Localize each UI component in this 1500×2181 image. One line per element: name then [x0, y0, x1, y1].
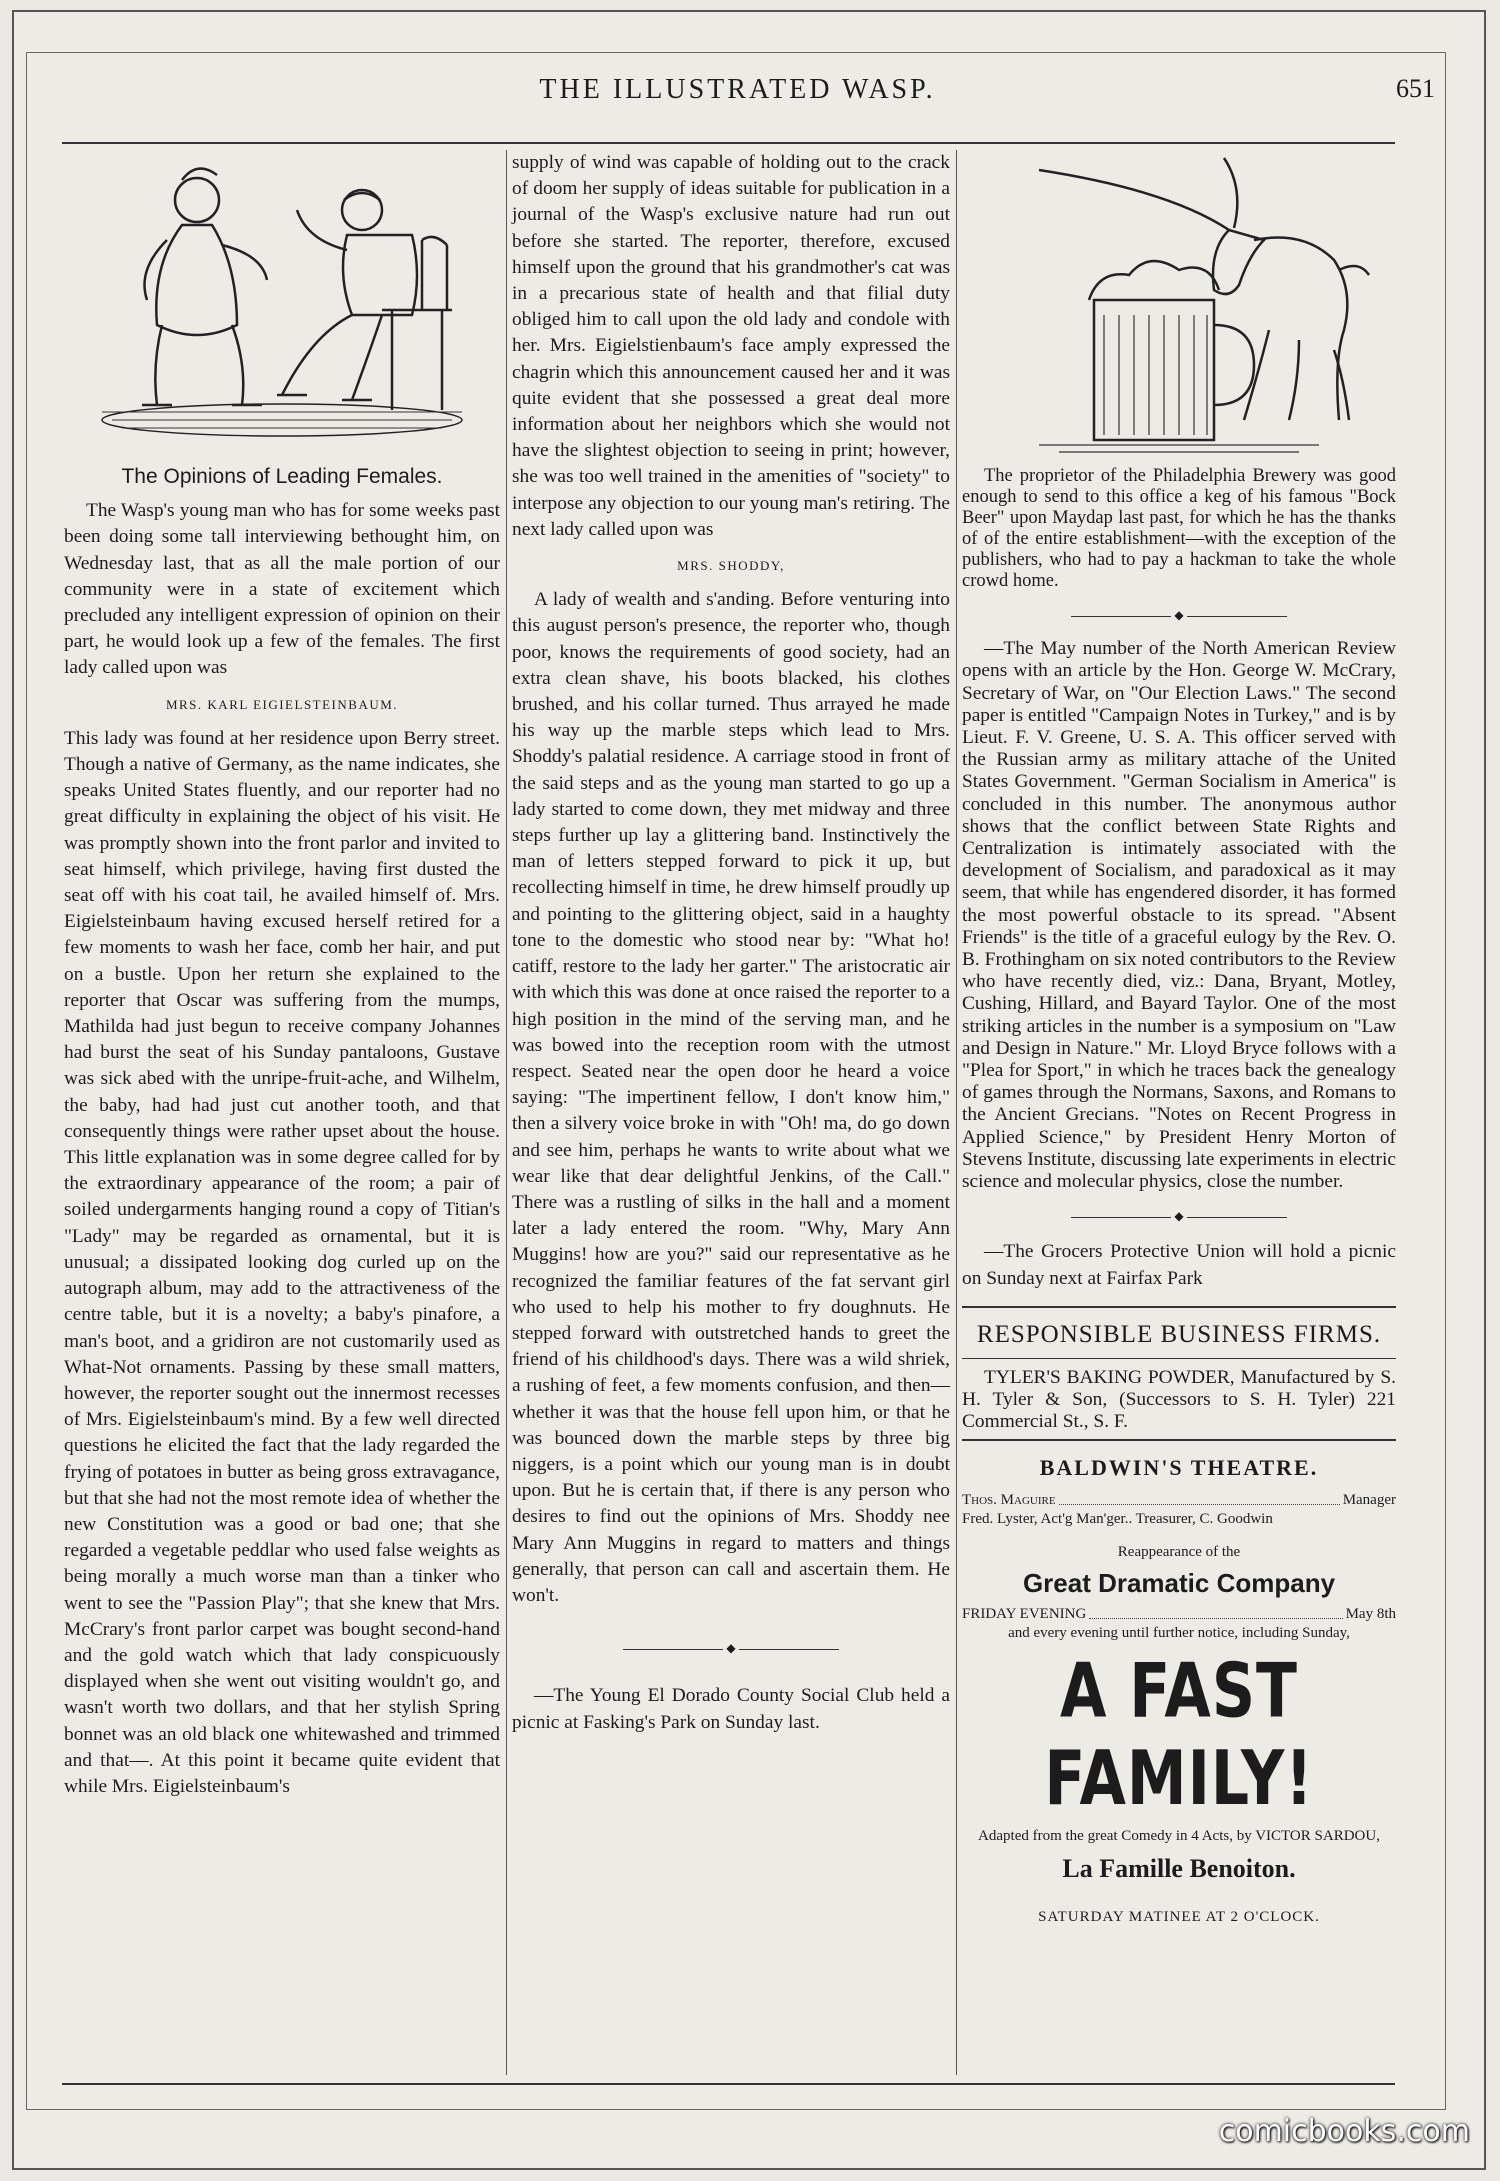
column-rule-1: [506, 150, 507, 2075]
ornament-divider-2: ◆: [962, 602, 1396, 628]
play-title: A FAST FAMILY!: [1044, 1647, 1314, 1822]
french-title: La Famille Benoiton.: [1062, 1853, 1296, 1883]
article-body-3: A lady of wealth and s'anding. Before venturing into this august person's presence, the reporter who, though poor, knows the requirements of good society, had an extra clean shave, his boots blacked, his clothes brushed, and his collar turned. Thus arrayed he made his way up the marble steps which lead to Mrs. Shoddy's palatial residence. A carriage stood in front of the said steps and as the young man started to go up a lady started to come down, they met midway and three steps further up lay a glittering band. Instinctively the man of letters stepped forward to pick it up, but recollecting himself in time, he drew himself proudly up and pointing to the glittering object, said in a haughty tone to the domestic who stood near by: "What ho! catiff, restore to the lady her garter." The aristocratic air with which this was done at once raised the reporter to a high position in the mind of the serving man, and he was bowed into the reception room with the utmost respect. Seated near the open door he heard a voice saying: "The impertinent fellow, I don't know him," then a silvery voice broke in with "Oh! ma, do go down and see him, perhaps he wants to write about what we wear like that dear delightful Jenkins, of the Call." There was a rustling of silks in the hall and a moment later a lady entered the room. "Why, Mary Ann Muggins! how are you?" said our representative as he recognized the familiar features of the fat servant girl who used to help his mother to fry doughnuts. He stepped forward with outstretched hands to greet the friend of his childhood's days. There was a wild shriek, a rushing of feet, a few moments confusion, and then—whether it was that the house fell upon him, or that he was bounced down the marble steps by three big niggers, is a point which our young man is in doubt upon. But he is certain that, if there is any person who desires to find out the opinions of Mrs. Shoddy nee Mary Ann Muggins in regard to matters and things generally, that person can call and ascertain them. He won't.: [512, 589, 950, 1606]
page-header: [40, 62, 1435, 122]
site-watermark: comicbooks.com: [1218, 2114, 1470, 2149]
header-rule: [62, 142, 1395, 144]
friday-line: FRIDAY EVENING May 8th: [962, 1605, 1396, 1622]
article-caption: The Opinions of Leading Females.: [121, 465, 443, 488]
adapted-line: Adapted from the great Comedy in 4 Acts, by VICTOR SARDOU,: [978, 1827, 1380, 1844]
ornament-divider: ◆: [512, 1635, 950, 1661]
page-number: 651: [1396, 74, 1435, 103]
goat-beer-illustration: [979, 150, 1379, 460]
every-evening-line: and every evening until further notice, including Sunday,: [1008, 1624, 1350, 1641]
theatre-name: BALDWIN'S THEATRE.: [1039, 1455, 1319, 1481]
column-3: [962, 150, 1396, 1927]
subhead-shoddy: MRS. SHODDY,: [677, 558, 785, 574]
bock-beer-note: The proprietor of the Philadelphia Brewery was good enough to send to this office a keg of his famous "Bock Beer" upon Maydap last past, for which he has the thanks of of the entire establishment—with the exception of the publishers, who had to pay a hackman to take the whole crowd home.: [962, 466, 1396, 591]
column-1: [64, 150, 500, 1800]
interview-illustration: [82, 150, 482, 450]
business-firms-section: [962, 1306, 1396, 1441]
article-body-2: supply of wind was capable of holding out to the crack of doom her supply of ideas suitable for publication in a journal of the Wasp's exclusive nature had run out before she started. The reporter, therefore, excused himself upon the ground that his grandmother's cat was in a precarious state of health and that filial duty obliged him to call upon the old lady and condole with her. Mrs. Eigielstienbaum's face amply expressed the chagrin which this announcement caused her and it was quite evident that she possessed a great deal more information about her neighbors which she would not have the slightest objection to seeing in print; however, she was too well trained in the amenities of "society" to interpose any objection to our young man's retiring. The next lady called upon was: [512, 152, 950, 540]
manager-line: Thos. Maguire Manager: [962, 1492, 1396, 1509]
ornament-divider-3: ◆: [962, 1203, 1396, 1229]
grocers-note: —The Grocers Protective Union will hold a picnic on Sunday next at Fairfax Park: [962, 1241, 1396, 1289]
social-club-note: —The Young El Dorado County Social Club held a picnic at Fasking's Park on Sunday last.: [512, 1685, 950, 1733]
reappearance-line: Reappearance of the: [1117, 1544, 1241, 1561]
north-american-review-note: —The May number of the North American Review opens with an article by the Hon. George W. McCrary, Secretary of War, on "Our Election Laws." The second paper is entitled "Campaign Notes in Turkey," and is by Lieut. F. V. Greene, U. S. A. This officer served with the Russian army as military attache of the United States Government. "German Socialism in America" is concluded in this number. The anonymous author shows that the conflict between State Rights and Centralization is intimately associated with the development of Socialism, and paradoxical as it may seem, that while has engendered disorder, it has formed the most powerful obstacle to its spread. "Absent Friends" is the title of a graceful eulogy by the Rev. O. B. Frothingham on six noted contributors to the Review who have recently died, viz.: Dana, Bryant, Motley, Cushing, Hillard, and Bayard Taylor. One of the most striking articles in the number is a symposium on "Law and Design in Nature." Mr. Lloyd Bryce follows with a "Plea for Sport," in which he traces back the genealogy of games through the Normans, Saxons, and Romans to the Ancient Grecians. "Notes on Recent Progress in Applied Science," by President Henry Morton of Stevens Institute, discussing late experiments in electric science and molecular physics, close the number.: [962, 638, 1396, 1193]
staff-line: Fred. Lyster, Act'g Man'ger.. Treasurer, C. Goodwin: [962, 1511, 1273, 1528]
article-body-1: This lady was found at her residence upon Berry street. Though a native of Germany, as the name indicates, she speaks United States fluently, and our reporter had no great difficulty in explaining the object of his visit. He was promptly shown into the front parlor and invited to seat himself, which privilege, having first dusted the seat off with his coat tail, he availed himself of. Mrs. Eigielsteinbaum having excused herself retired for a few moments to wash her face, comb her hair, and put on a bustle. Upon her return she explained to the reporter that Oscar was suffering from the mumps, Mathilda had just begun to receive company Johannes had burst the seat of his Sunday pantaloons, Gustave was sick abed with the unripe-fruit-ache, and Wilhelm, the baby, had had just cut another tooth, and that consequently things were rather upset about the house. This little explanation was in some degree called for by the extraordinary appearance of the room; a pair of soiled undergarments hanging round a copy of Titian's "Lady" may be regarded as ornamental, but it is unusual; a dissipated looking dog curled up on the autograph album, may add to the attractiveness of the centre table, but it is a novelty; a baby's pinafore, a man's boot, and a gridiron are not customarily used as What-Not ornaments. Passing by these small matters, however, the reporter sought out the innermost recesses of Mrs. Eigielsteinbaum's mind. By a few well directed questions he elicited the fact that the lady regarded the frying of potatoes in butter as being gross extravagance, but that she had not the most remote idea of whether the new Constitution was a good or bad one; that she regarded a vegetable peddlar who used false weights as being morally a much worse man than a tinker who went to see the "Passion Play"; that she knew that Mrs. McCrary's front parlor carpet was bought second-hand and the gold watch which that lady conspicuously displayed when she went out visiting wouldn't go, and wasn't worth two dollars, and that her stylish Spring bonnet was an old black one whitewashed and trimmed and that—. At this point it became quite evident that while Mrs. Eigielsteinbaum's: [64, 727, 500, 1797]
tyler-ad: TYLER'S BAKING POWDER, Manufactured by S. H. Tyler & Son, (Successors to S. H. Tyler) 221 Commercial St., S. F.: [962, 1358, 1396, 1433]
footer-rule: [62, 2083, 1395, 2085]
column-2: [512, 150, 950, 1736]
masthead: THE ILLUSTRATED WASP.: [539, 74, 936, 105]
matinee-line: SATURDAY MATINEE AT 2 O'CLOCK.: [1038, 1908, 1320, 1925]
company-name: Great Dramatic Company: [1022, 1568, 1336, 1599]
business-firms-title: RESPONSIBLE BUSINESS FIRMS.: [976, 1320, 1382, 1348]
column-rule-2: [956, 150, 957, 2075]
subhead-eigielsteinbaum: MRS. KARL EIGIELSTEINBAUM.: [165, 696, 399, 712]
article-intro: The Wasp's young man who has for some weeks past been doing some tall interviewing bethought him, on Wednesday last, that as all the male portion of our community were in a state of excitement which precluded any intelligent expression of opinion on their part, he would look up a few of the females. The first lady called upon was: [64, 500, 500, 679]
baldwins-theatre-ad: [962, 1455, 1396, 1927]
